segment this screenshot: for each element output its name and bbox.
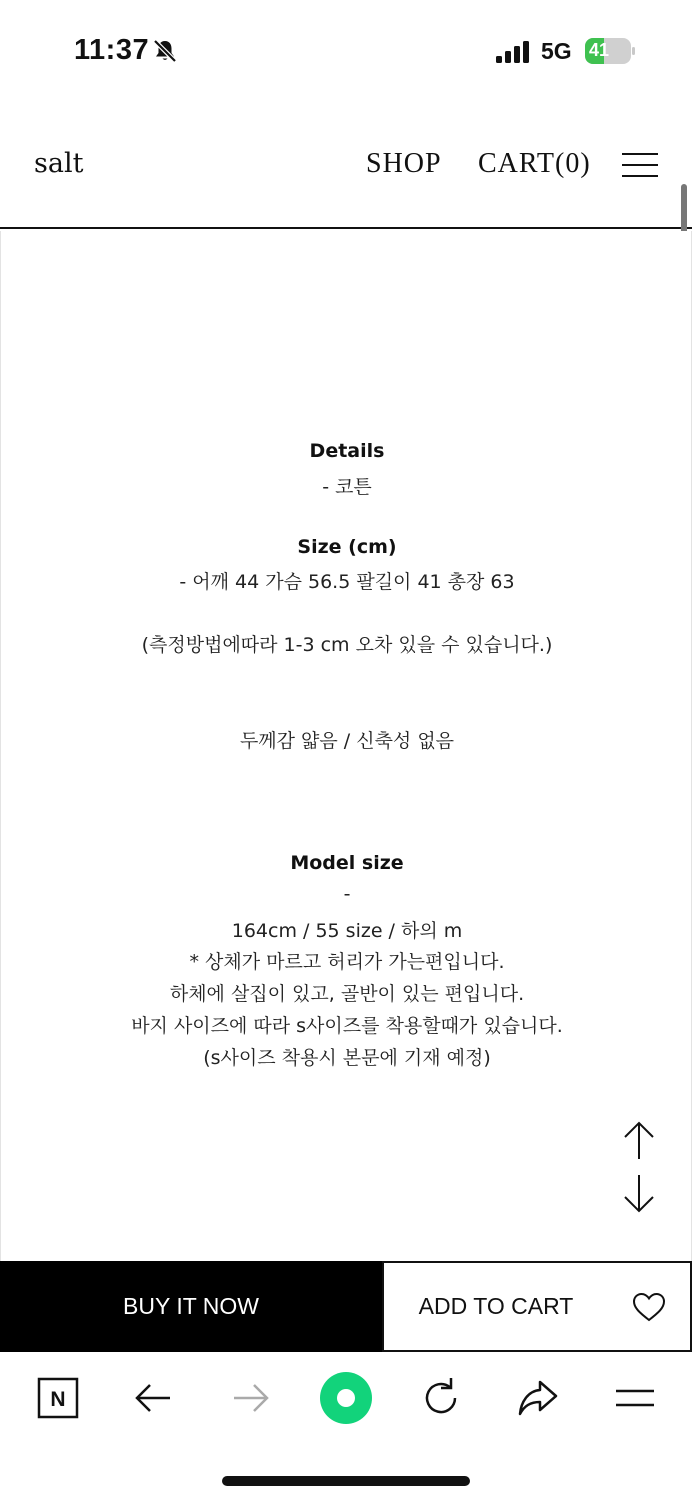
green-dot-home-icon[interactable] — [318, 1370, 374, 1426]
bell-muted-icon — [152, 38, 178, 64]
details-text: - 코튼 — [322, 476, 372, 498]
model-line: 바지 사이즈에 따라 s사이즈를 착용할때가 있습니다. — [131, 1015, 563, 1037]
model-line: 164cm / 55 size / 하의 m — [231, 920, 463, 942]
size-heading: Size (cm) — [297, 536, 397, 558]
arrow-up-icon[interactable] — [621, 1119, 657, 1163]
size-text: - 어깨 44 가슴 56.5 팔길이 41 총장 63 — [179, 571, 515, 593]
buy-now-button[interactable]: BUY IT NOW — [0, 1261, 382, 1352]
forward-arrow-icon[interactable] — [226, 1374, 274, 1422]
signal-icon — [495, 40, 533, 64]
product-description — [0, 231, 692, 1261]
details-heading: Details — [309, 440, 385, 462]
nav-cart-link[interactable]: CART(0) — [478, 148, 591, 179]
site-logo[interactable]: salt — [34, 148, 84, 179]
share-icon[interactable] — [514, 1374, 562, 1422]
purchase-action-bar — [0, 1261, 692, 1352]
model-heading: Model size — [290, 852, 404, 874]
battery-percent: 41 — [589, 40, 610, 60]
model-dash: - — [343, 883, 351, 905]
status-bar — [0, 0, 692, 100]
browser-toolbar — [0, 1352, 692, 1500]
back-arrow-icon[interactable] — [130, 1374, 178, 1422]
fabric-note: 두께감 얇음 / 신축성 없음 — [239, 730, 455, 752]
status-time: 11:37 — [74, 34, 150, 66]
model-line: 하체에 살집이 있고, 골반이 있는 편입니다. — [169, 983, 525, 1005]
network-type: 5G — [541, 38, 572, 64]
battery-icon — [585, 38, 635, 64]
heart-icon — [632, 1292, 666, 1322]
site-header — [0, 100, 692, 229]
reload-icon[interactable] — [417, 1374, 465, 1422]
size-note: (측정방법에따라 1-3 cm 오차 있을 수 있습니다.) — [141, 634, 553, 656]
nav-shop-link[interactable]: SHOP — [366, 148, 442, 179]
model-line: (s사이즈 착용시 본문에 기재 예정) — [203, 1047, 491, 1069]
svg-text:N: N — [50, 1388, 66, 1411]
menu-icon[interactable] — [611, 1374, 659, 1422]
hamburger-icon[interactable] — [622, 153, 658, 177]
add-to-cart-button[interactable]: ADD TO CART — [382, 1261, 610, 1352]
model-line: * 상체가 마르고 허리가 가는편입니다. — [189, 951, 505, 973]
arrow-down-icon[interactable] — [621, 1171, 657, 1215]
wishlist-button[interactable] — [608, 1261, 692, 1352]
home-indicator[interactable] — [222, 1476, 470, 1486]
naver-n-icon[interactable] — [34, 1374, 82, 1422]
